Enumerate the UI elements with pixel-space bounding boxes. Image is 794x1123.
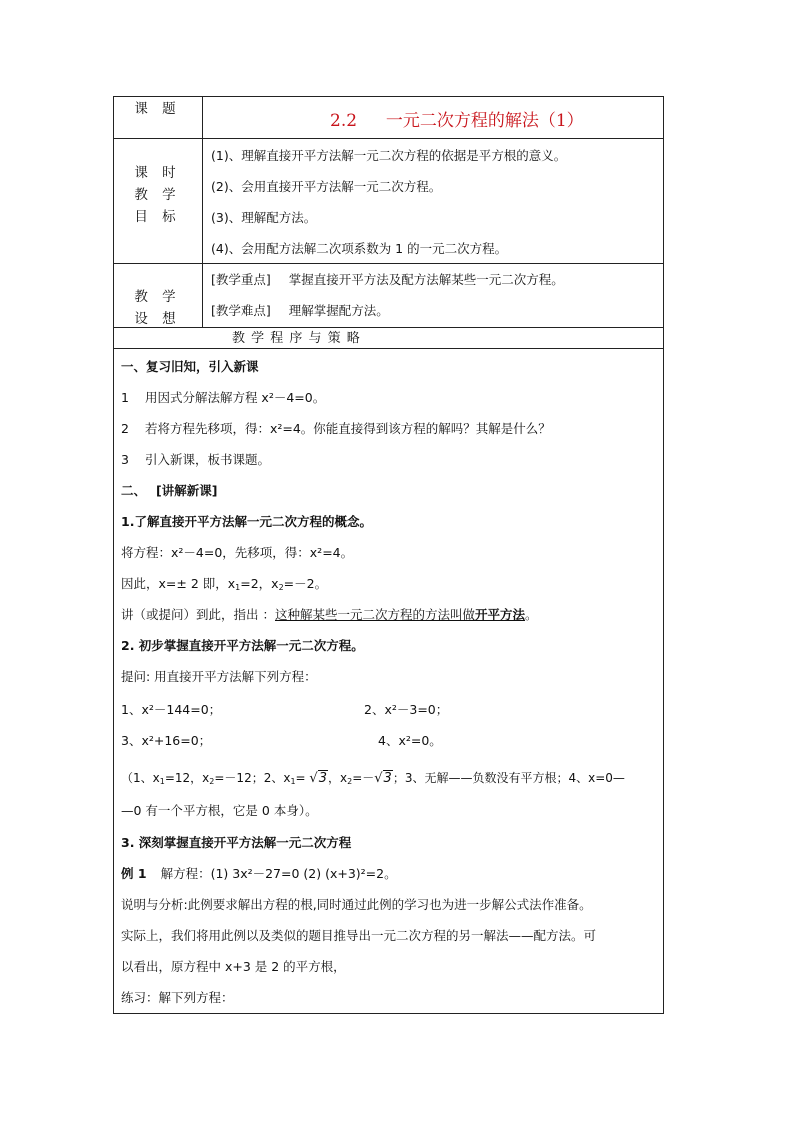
row-divider	[113, 263, 664, 264]
part3-heading: 3. 深刻掌握直接开平方法解一元二次方程	[121, 835, 352, 850]
explanation-line: 说明与分析:此例要求解出方程的根,同时通过此例的学习也为进一步解公式法作准备。	[121, 897, 592, 912]
practice-line: 练习：解下列方程：	[121, 990, 234, 1005]
example: 例 1 解方程：(1) 3x²－27=0 (2) (x+3)²=2。	[121, 866, 397, 881]
answers-line: —0 有一个平方根，它是 0 本身）。	[121, 803, 318, 818]
title-text: 一元二次方程的解法（1）	[385, 111, 584, 131]
equation: 4、x²=0。	[378, 733, 442, 748]
procedure-heading: 教 学 程 序 与 策 略	[232, 331, 361, 346]
sqrt-symbol: √3	[374, 771, 392, 786]
part1-heading: 1.了解直接开平方法解一元二次方程的概念。	[121, 514, 372, 529]
part2-heading: 2. 初步掌握直接开平方法解一元二次方程。	[121, 638, 364, 653]
review-item: 1 用因式分解法解方程 x²－4=0。	[121, 390, 326, 405]
row-divider	[113, 348, 664, 349]
objective-item: (3)、理解配方法。	[211, 210, 317, 225]
part1-line: 讲（或提问）到此，指出 ：这种解某些一元二次方程的方法叫做开平方法。	[121, 607, 538, 622]
objective-item: (1)、理解直接开平方法解一元二次方程的依据是平方根的意义。	[211, 148, 567, 163]
title-number: 2.2	[330, 111, 358, 131]
equation: 3、x²+16=0；	[121, 733, 212, 748]
objective-item: (4)、会用配方法解二次项系数为 1 的一元二次方程。	[211, 241, 508, 256]
difficulty-point: [教学难点] 理解掌握配方法。	[211, 303, 389, 318]
equation: 2、x²－3=0；	[364, 702, 449, 717]
review-item: 3 引入新课，板书课题。	[121, 452, 270, 467]
answers-line: （1、$x_1=12$，$x_2=-12$；2、$x_1= √3$，$x_2=-√3$；3、无解——负数没有平方根；4、x=0—	[121, 771, 625, 786]
equation: 1、x²－144=0；	[121, 702, 222, 717]
key-point: [教学重点] 掌握直接开平方法及配方法解某些一元二次方程。	[211, 272, 564, 287]
part2-prompt: 提问: 用直接开平方法解下列方程：	[121, 669, 317, 684]
part1-line: 将方程：x²－4=0，先移项，得：x²=4。	[121, 545, 354, 560]
review-item: 2 若将方程先移项，得：x²=4。你能直接得到该方程的解吗？其解是什么？	[121, 421, 551, 436]
design-label: 教 学 设 想	[134, 289, 181, 327]
objective-item: (2)、会用直接开平方法解一元二次方程。	[211, 179, 442, 194]
column-divider	[202, 96, 203, 327]
objectives-label: 课 时 教 学 目 标	[134, 165, 181, 225]
section2-heading: 二、 [讲解新课]	[121, 483, 218, 498]
part1-line: 因此，x=± 2 即，$x_1=2$，$x_2=-2$。	[121, 576, 328, 592]
explanation-line: 以看出，原方程中 x+3 是 2 的平方根，	[121, 959, 346, 974]
sqrt-symbol: √3	[309, 771, 327, 786]
section1-heading: 一、复习旧知，引入新课	[121, 359, 259, 374]
row-divider	[113, 138, 664, 139]
explanation-line: 实际上，我们将用此例以及类似的题目推导出一元二次方程的另一解法——配方法。可	[121, 928, 597, 943]
topic-label: 课 题	[134, 101, 181, 117]
lesson-title	[330, 106, 584, 131]
